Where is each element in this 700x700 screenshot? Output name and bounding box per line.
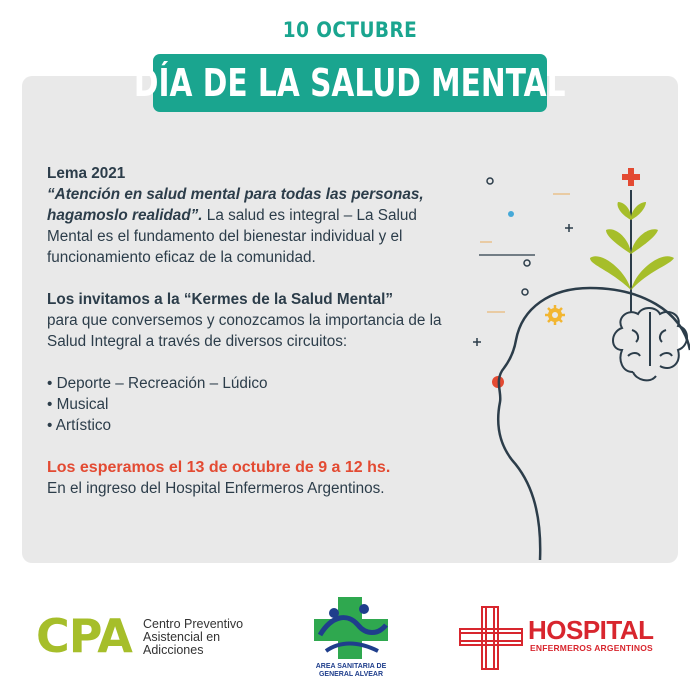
list-item: • Musical (47, 394, 467, 415)
body-text (47, 163, 467, 499)
decor-circle-icon (487, 178, 493, 184)
area-sanitaria-name (296, 663, 406, 679)
cpa-line: Centro Preventivo (143, 617, 244, 631)
page-title-text: DÍA DE LA SALUD MENTAL (134, 61, 566, 105)
hospital-subtitle: ENFERMEROS ARGENTINOS (530, 643, 653, 653)
decor-circle-icon (524, 260, 530, 266)
event-date-text: Los esperamos el 13 de octubre de 9 a 12 hs. (47, 459, 391, 476)
event-place-text: En el ingreso del Hospital Enfermeros Argentinos. (47, 480, 385, 497)
plus-icon (565, 224, 573, 232)
cpa-logo: CPA (36, 609, 132, 663)
circuit-list (47, 373, 467, 436)
cpa-name (143, 618, 243, 657)
lema-description: La salud es integral – La Salud Mental es el fundamento del bienestar individual y el funcionamiento eficaz de la comunidad. (47, 207, 417, 266)
gear-icon (545, 305, 565, 325)
list-item: • Deporte – Recreación – Lúdico (47, 373, 467, 394)
head-profile (498, 288, 690, 560)
invite-text: para que conversemos y conozcamos la importancia de la Salud Integral a través de diversos circuitos: (47, 312, 442, 350)
decor-circle-icon (522, 289, 528, 295)
head-plant-illustration (450, 160, 690, 580)
cpa-line: Asistencial en (143, 630, 221, 644)
area-line: GENERAL ALVEAR (318, 671, 384, 678)
area-sanitaria-logo-icon (312, 595, 392, 661)
lema-label: Lema 2021 (47, 165, 126, 182)
medical-cross-icon (622, 168, 640, 186)
decor-dot-icon (508, 211, 514, 217)
invite-heading: Los invitamos a la “Kermes de la Salud Mental” (47, 291, 393, 308)
cpa-line: Adicciones (143, 643, 204, 657)
footer-logos (0, 585, 700, 695)
plus-icon (473, 338, 481, 346)
area-line: AREA SANITARIA DE (315, 663, 387, 670)
list-item: • Artístico (47, 415, 467, 436)
lema-quote: “Atención en salud mental para todas las personas, hagamoslo realidad”. (47, 186, 424, 224)
event-date-heading: 10 OCTUBRE (282, 18, 418, 42)
lema-paragraph (47, 184, 467, 268)
plant-icon (590, 190, 674, 312)
page-title (134, 54, 566, 112)
hospital-title: HOSPITAL (528, 615, 654, 645)
hospital-cross-icon (458, 605, 524, 671)
